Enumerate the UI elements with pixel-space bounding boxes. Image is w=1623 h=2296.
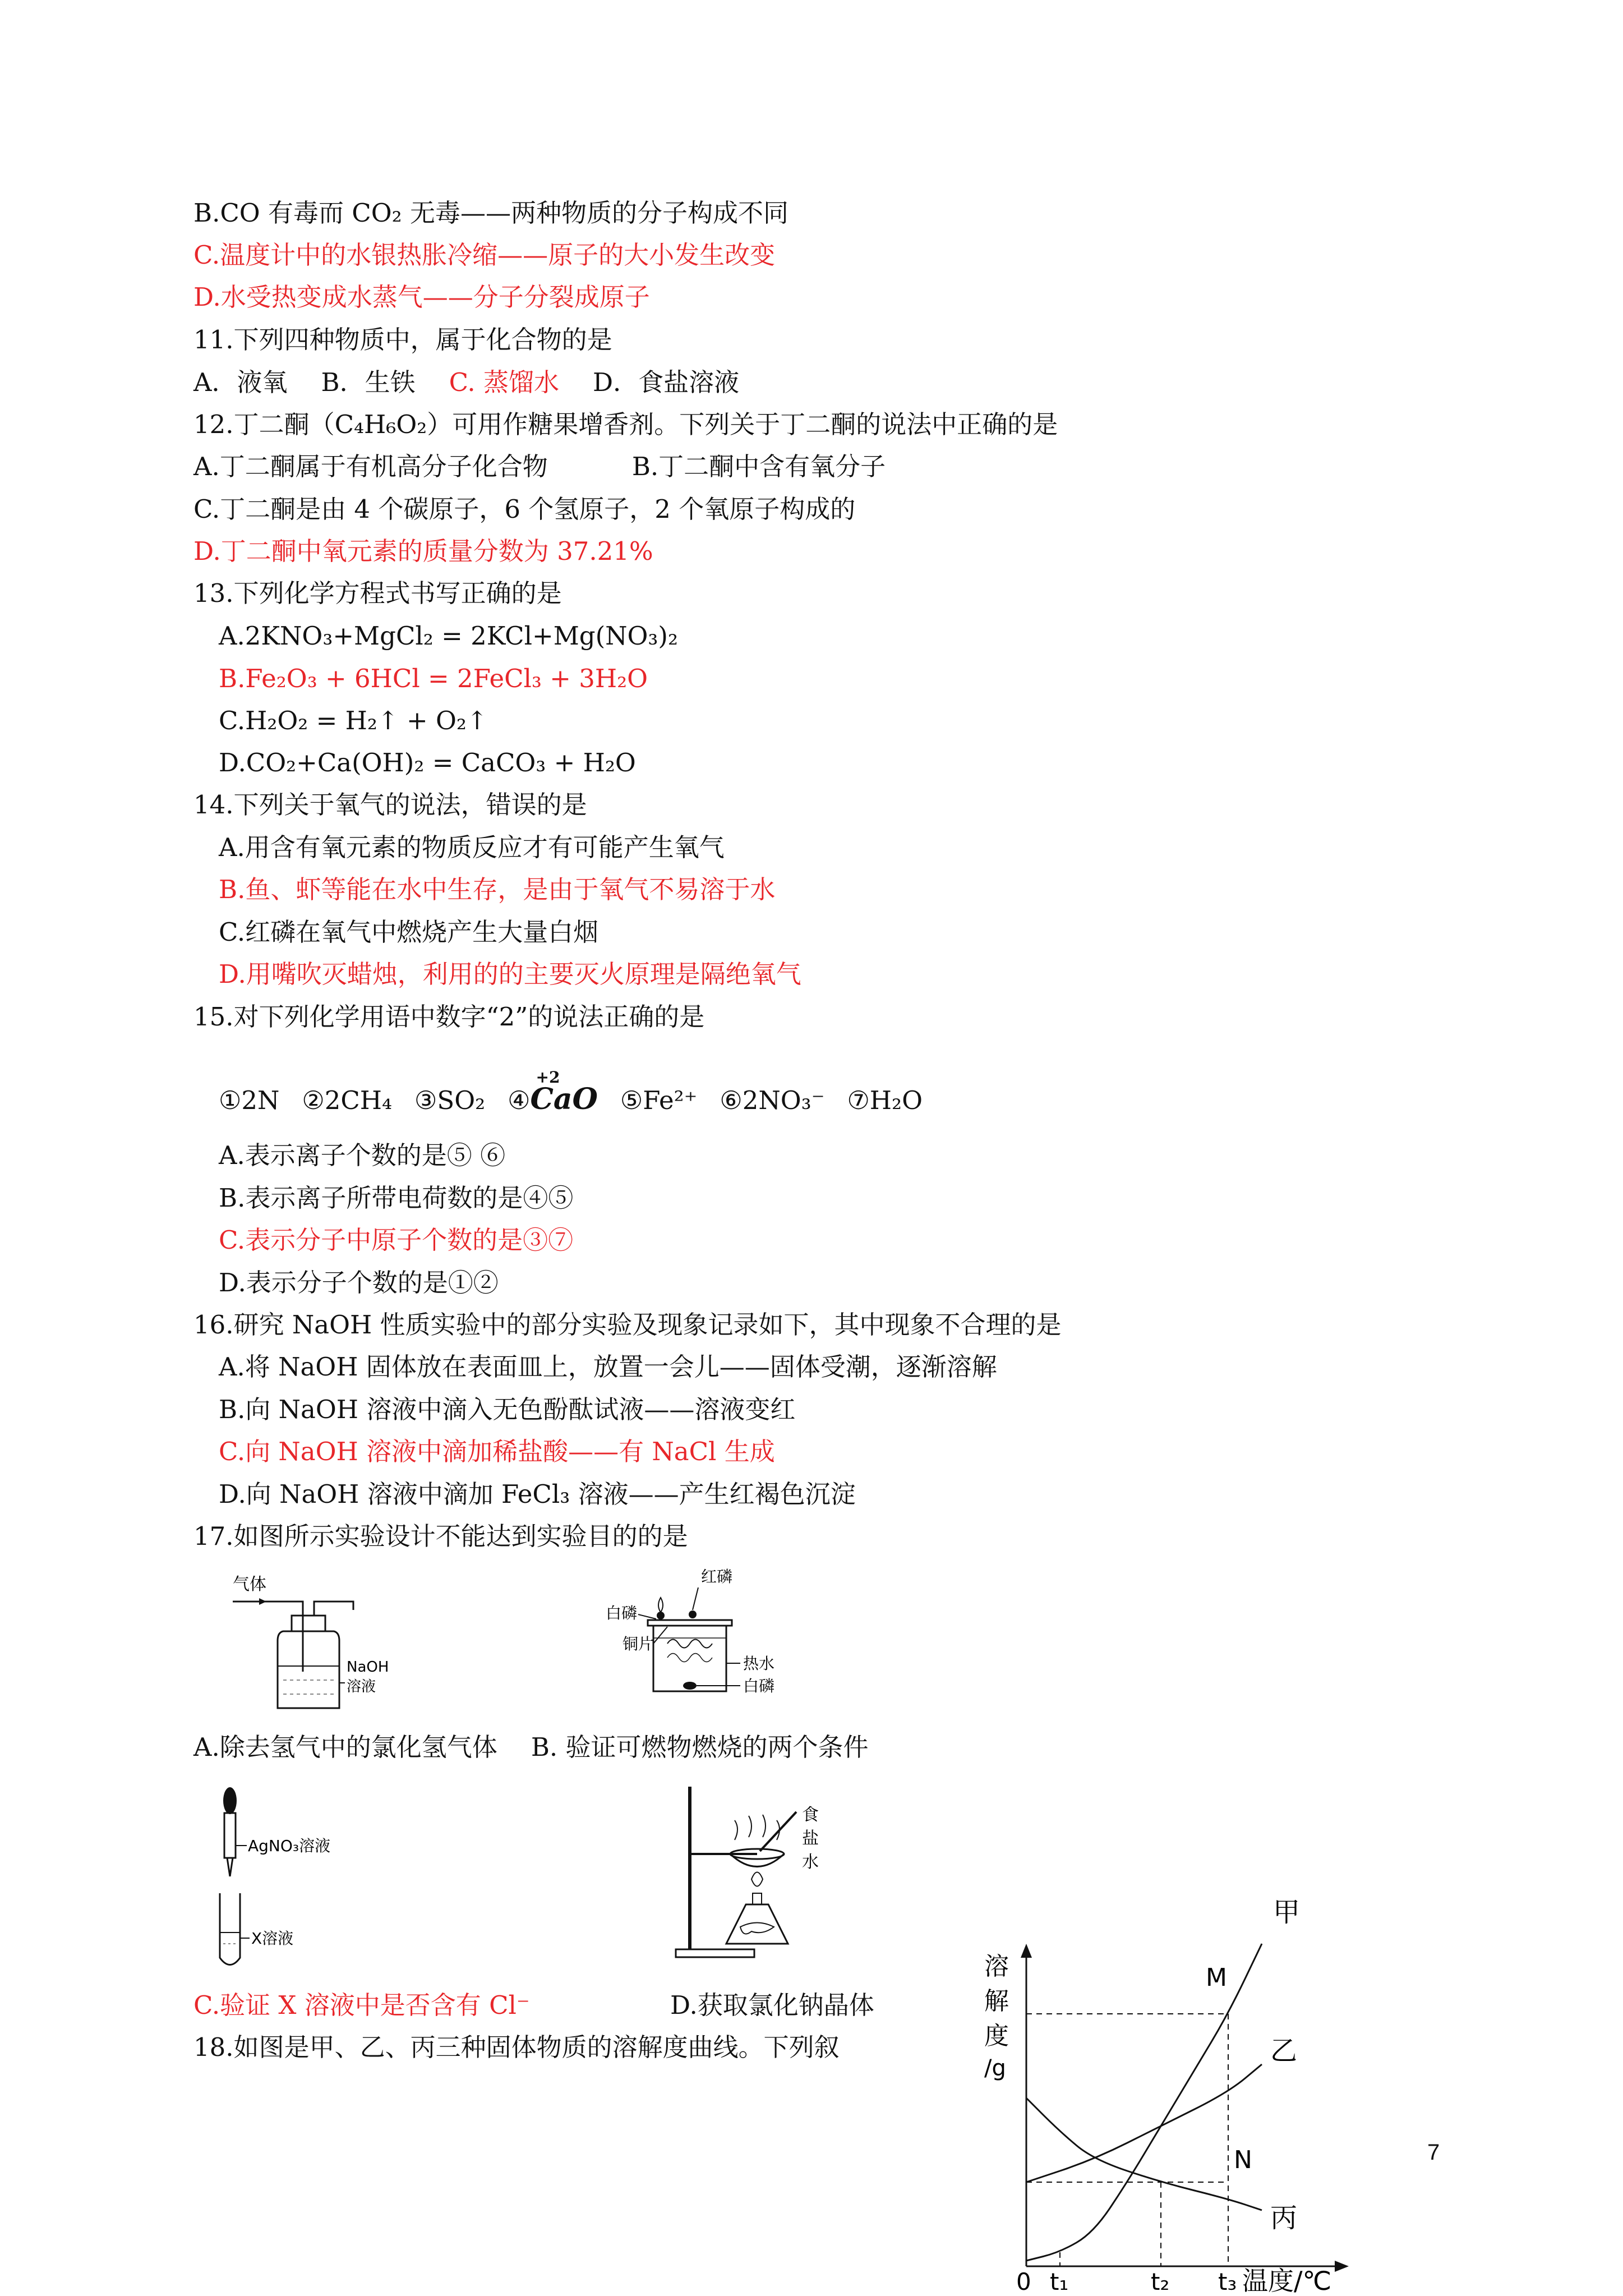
q15-valence: +2 bbox=[536, 1068, 560, 1087]
figure-a-gas-bottle bbox=[224, 1571, 437, 1717]
q15-option-d: D.表示分子个数的是①② bbox=[219, 1268, 499, 1297]
point-label-M: M bbox=[1206, 1963, 1227, 1992]
figure-b-red-phosphorus-label: 红磷 bbox=[701, 1567, 733, 1586]
figure-d-label-2: 盐 bbox=[802, 1829, 819, 1848]
figure-a-solution-label: 溶液 bbox=[347, 1678, 376, 1695]
q18-stem: 18.如图是甲、乙、丙三种固体物质的溶解度曲线。下列叙 bbox=[193, 2032, 840, 2062]
chart-curves bbox=[1026, 1897, 1300, 2261]
q13-stem: 13.下列化学方程式书写正确的是 bbox=[193, 578, 562, 608]
q15-symbol-4: ④ +2 CaO bbox=[508, 1083, 598, 1117]
q11-option-b: B．生铁 bbox=[321, 367, 416, 397]
curve-2 bbox=[1026, 2064, 1262, 2182]
series-label-3: 丙 bbox=[1270, 2202, 1298, 2234]
q16-option-c: C.向 NaOH 溶液中滴加稀盐酸——有 NaCl 生成 bbox=[219, 1437, 775, 1466]
figure-b-white-phosphorus-label: 白磷 bbox=[606, 1604, 638, 1622]
ylabel-char-1: 溶 bbox=[984, 1952, 1009, 1981]
figure-b-hot-water-label: 热水 bbox=[743, 1654, 775, 1673]
q11-option-a: A．液氧 bbox=[193, 367, 288, 397]
q16-option-d: D.向 NaOH 溶液中滴加 FeCl₃ 溶液——产生红褐色沉淀 bbox=[219, 1479, 856, 1509]
q15-option-a: A.表示离子个数的是⑤ ⑥ bbox=[219, 1140, 506, 1170]
series-label-2: 乙 bbox=[1270, 2035, 1298, 2067]
figure-b-white-phosphorus2-label: 白磷 bbox=[743, 1677, 775, 1695]
chart-xlabel: 温度/℃ bbox=[1242, 2266, 1332, 2296]
chart-guide-lines bbox=[1026, 1963, 1252, 2266]
page-number: 7 bbox=[1427, 2140, 1440, 2165]
q15-symbol-1: ①2N bbox=[219, 1085, 280, 1115]
q17-option-a: A.除去氢气中的氯化氢气体 bbox=[193, 1732, 497, 1762]
q11-stem: 11.下列四种物质中，属于化合物的是 bbox=[193, 325, 612, 355]
q12-stem: 12.丁二酮（C₄H₆O₂）可用作糖果增香剂。下列关于丁二酮的说法中正确的是 bbox=[193, 409, 1058, 439]
q12-option-a: A.丁二酮属于有机高分子化合物 bbox=[193, 452, 548, 481]
x-tick-1: t₁ bbox=[1050, 2268, 1069, 2295]
q16-option-b: B.向 NaOH 溶液中滴入无色酚酞试液——溶液变红 bbox=[219, 1395, 796, 1424]
q17-option-c: C.验证 X 溶液中是否含有 Cl⁻ bbox=[193, 1990, 530, 2020]
q13-option-d: D.CO₂+Ca(OH)₂ = CaCO₃ + H₂O bbox=[219, 748, 636, 777]
q15-symbols bbox=[219, 1068, 945, 1117]
q14-option-a: A.用含有氧元素的物质反应才有可能产生氧气 bbox=[219, 832, 725, 862]
point-label-N: N bbox=[1234, 2146, 1252, 2174]
q16-option-a: A.将 NaOH 固体放在表面皿上，放置一会儿——固体受潮，逐渐溶解 bbox=[219, 1352, 997, 1382]
q13-option-c: C.H₂O₂ = H₂↑ + O₂↑ bbox=[219, 706, 488, 735]
figure-a-gas-label: 气体 bbox=[233, 1575, 266, 1594]
q12-option-d: D.丁二酮中氧元素的质量分数为 37.21% bbox=[193, 536, 653, 566]
q16-stem: 16.研究 NaOH 性质实验中的部分实验及现象记录如下，其中现象不合理的是 bbox=[193, 1310, 1062, 1340]
q10-option-b: B.CO 有毒而 CO₂ 无毒——两种物质的分子构成不同 bbox=[193, 198, 789, 228]
figure-d-label-3: 水 bbox=[802, 1852, 819, 1872]
chart-ylabel bbox=[984, 1952, 1009, 2081]
q15-symbol-3: ③SO₂ bbox=[414, 1085, 486, 1115]
q15-option-b: B.表示离子所带电荷数的是④⑤ bbox=[219, 1183, 574, 1213]
q15-symbol-6: ⑥2NO₃⁻ bbox=[720, 1085, 825, 1115]
q12-option-b: B.丁二酮中含有氧分子 bbox=[631, 452, 886, 481]
figure-a-naoh-label: NaOH bbox=[347, 1659, 389, 1676]
x-tick-0: 0 bbox=[1016, 2268, 1031, 2295]
ylabel-char-3: 度 bbox=[984, 2022, 1009, 2050]
ylabel-char-4: /g bbox=[984, 2055, 1006, 2081]
q14-stem: 14.下列关于氧气的说法，错误的是 bbox=[193, 790, 587, 820]
q14-option-d: D.用嘴吹灭蜡烛，利用的的主要灭火原理是隔绝氧气 bbox=[219, 959, 801, 989]
q10-option-c: C.温度计中的水银热胀冷缩——原子的大小发生改变 bbox=[193, 240, 776, 270]
q13-option-a: A.2KNO₃+MgCl₂ = 2KCl+Mg(NO₃)₂ bbox=[219, 621, 679, 651]
figure-b-combustion bbox=[600, 1565, 813, 1722]
q12-option-c: C.丁二酮是由 4 个碳原子，6 个氢原子，2 个氧原子构成的 bbox=[193, 494, 856, 524]
figure-d-evaporation bbox=[667, 1781, 852, 1975]
q15-symbol-2: ②2CH₄ bbox=[302, 1085, 393, 1115]
q15-stem: 15.对下列化学用语中数字“2”的说法正确的是 bbox=[193, 1002, 705, 1032]
figure-c-agno3-label: AgNO₃溶液 bbox=[248, 1837, 331, 1855]
figure-c-x-solution-label: X溶液 bbox=[251, 1929, 294, 1948]
q13-option-b: B.Fe₂O₃ + 6HCl = 2FeCl₃ + 3H₂O bbox=[219, 664, 648, 693]
q15-symbol-5: ⑤Fe²⁺ bbox=[620, 1085, 698, 1115]
q11-option-c: C. 蒸馏水 bbox=[449, 367, 560, 397]
q17-options-ab bbox=[193, 1731, 869, 1764]
q17-stem: 17.如图所示实验设计不能达到实验目的的是 bbox=[193, 1521, 688, 1551]
solubility-chart bbox=[965, 1885, 1368, 2296]
q11-option-d: D．食盐溶液 bbox=[593, 367, 740, 397]
q17-option-b: B. 验证可燃物燃烧的两个条件 bbox=[531, 1732, 869, 1762]
q14-option-c: C.红磷在氧气中燃烧产生大量白烟 bbox=[219, 917, 599, 947]
ylabel-char-2: 解 bbox=[984, 1987, 1009, 2016]
x-tick-2: t₂ bbox=[1151, 2268, 1170, 2295]
q10-option-d: D.水受热变成水蒸气——分子分裂成原子 bbox=[193, 282, 650, 312]
q17-option-d: D.获取氯化钠晶体 bbox=[670, 1990, 874, 2020]
q15-option-c: C.表示分子中原子个数的是③⑦ bbox=[219, 1225, 574, 1255]
q15-symbol-7: ⑦H₂O bbox=[847, 1085, 923, 1115]
figure-c-test-tube bbox=[202, 1784, 387, 1975]
figure-d-label-1: 食 bbox=[802, 1805, 819, 1825]
x-tick-3: t₃ bbox=[1218, 2268, 1237, 2295]
q12-options-ab bbox=[193, 450, 886, 484]
q14-option-b: B.鱼、虾等能在水中生存，是由于氧气不易溶于水 bbox=[219, 875, 776, 904]
chart-x-ticks bbox=[1016, 2268, 1237, 2295]
chart-axes bbox=[1021, 1944, 1349, 2272]
q11-options bbox=[193, 366, 739, 399]
series-label-1: 甲 bbox=[1273, 1897, 1301, 1928]
q15-cao-formula: CaO bbox=[530, 1082, 598, 1116]
figure-b-copper-label: 铜片 bbox=[623, 1635, 654, 1653]
